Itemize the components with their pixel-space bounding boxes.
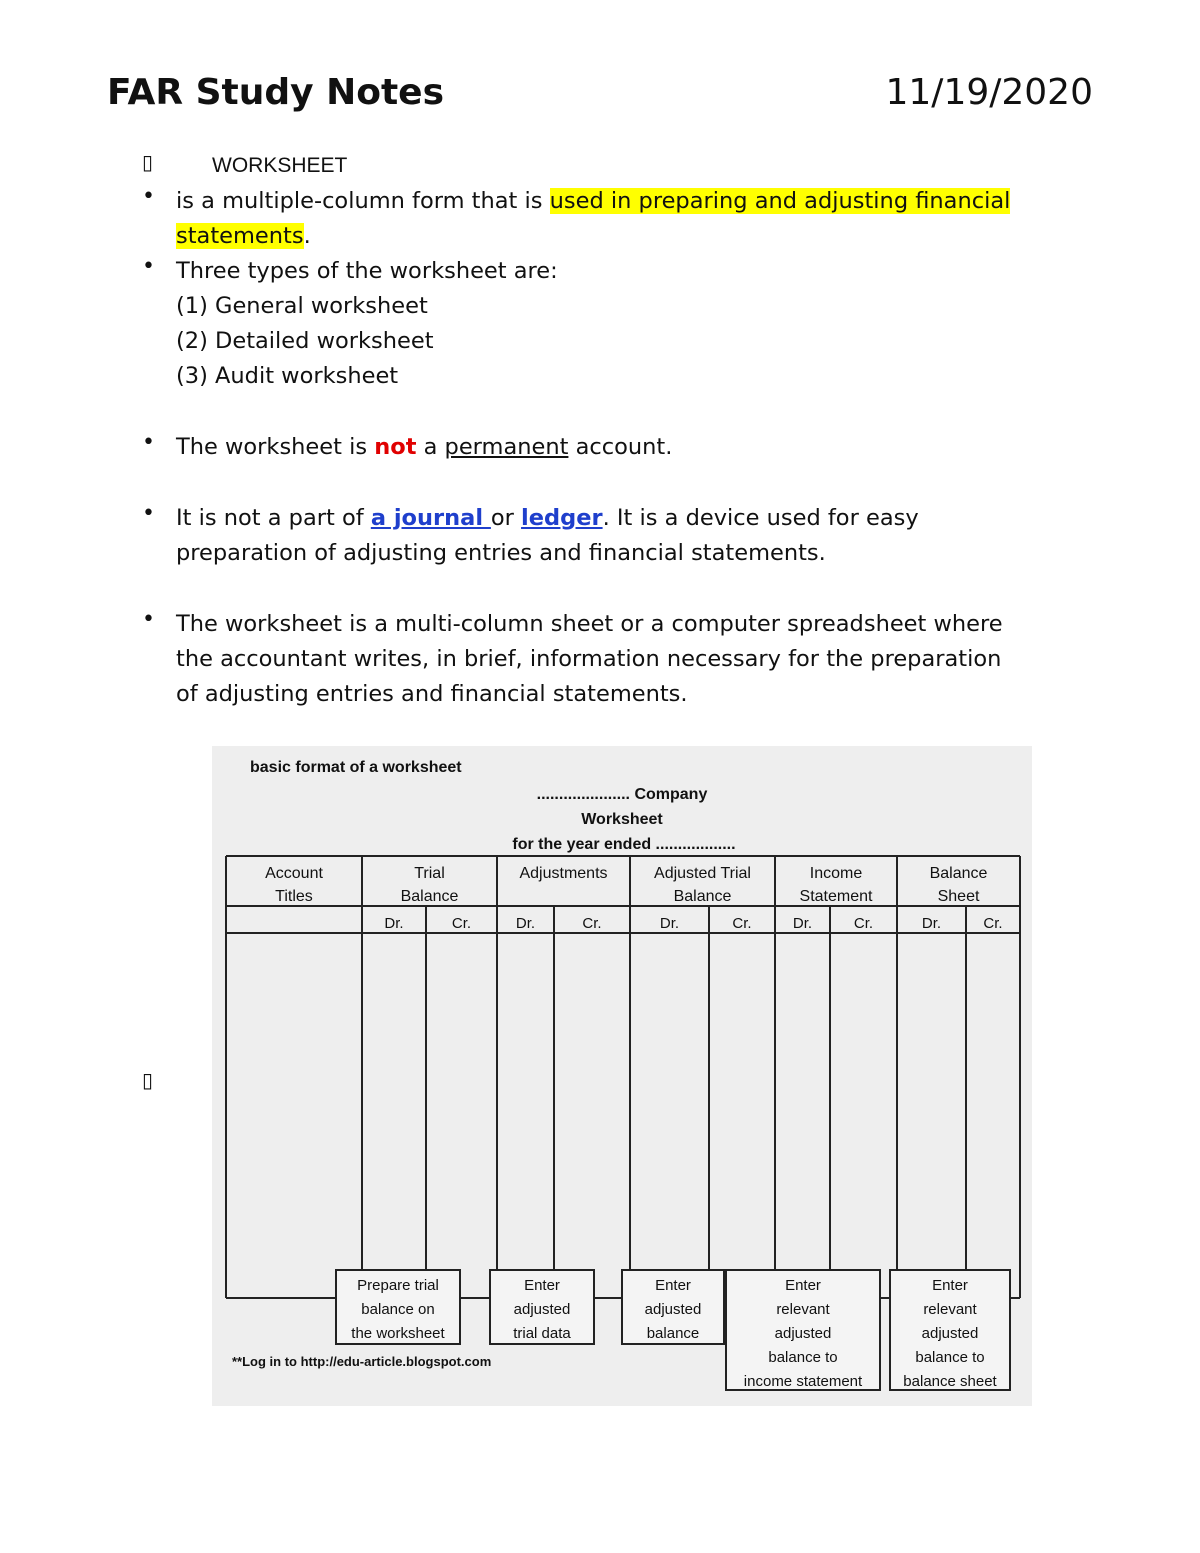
note-box-2-line-0: Enter [655,1277,691,1294]
bullet-5-line-2: the accountant writes, in brief, information necessary for the preparation [176,646,1002,672]
cr-label-3: Cr. [853,915,874,932]
cr-label-2: Cr. [732,915,752,932]
group-header-4-line1: Balance [929,865,988,882]
note-box-0-line-2: the worksheet [351,1325,445,1342]
note-box-4-line-2: adjusted [921,1325,979,1342]
ledger-link[interactable]: ledger [521,505,603,531]
column-headers [265,865,987,905]
figure-period: for the year ended .................. [512,836,736,853]
bullet-2-text: Three types of the worksheet are: [176,258,558,284]
emphasis-not: not [374,434,417,460]
note-box-3-line-0: Enter [785,1277,821,1294]
note-box-0-line-1: balance on [361,1301,435,1318]
table-grid [226,856,1020,1298]
worksheet-type-2: (2) Detailed worksheet [176,328,434,354]
dr-label-4: Dr. [921,915,942,932]
section-heading: WORKSHEET [212,154,348,177]
bullet-dot-icon: • [142,607,155,632]
bullet-5-line-1: The worksheet is a multi-column sheet or a computer spreadsheet where [176,611,1003,637]
note-box-3-line-1: relevant [776,1301,830,1318]
cr-label-4: Cr. [983,915,1003,932]
note-box-0-line-0: Prepare trial [357,1277,439,1294]
bullet-1-line-2: statements. [176,223,311,249]
group-header-3-line1: Income [809,865,863,882]
group-header-2-line1: Adjusted Trial [654,865,751,882]
bullet-1-line-1: is a multiple-column form that is used in preparing and adjusting financial [176,188,1011,214]
bullet-dot-icon: • [142,254,155,279]
group-header-0-line2: Balance [400,888,459,905]
underlined-permanent: permanent [444,434,569,460]
note-box-3-line-3: balance to [768,1349,838,1366]
figure-footnote: **Log in to http://edu-article.blogspot.com [232,1354,492,1369]
cr-label-0: Cr. [451,915,472,932]
group-header-2-line2: Balance [673,888,732,905]
group-header-3-line2: Statement [799,888,873,905]
box-glyph-icon: ▯ [142,1068,154,1092]
note-box-4-line-4: balance sheet [903,1373,997,1390]
worksheet-diagram [212,746,1032,1406]
dr-label-1: Dr. [515,915,536,932]
note-boxes [336,1270,1010,1390]
highlight-1: used in preparing and adjusting financial [549,188,1011,214]
note-box-2-line-2: balance [646,1325,700,1342]
dr-label-3: Dr. [792,915,813,932]
highlight-2: statements [176,223,304,249]
cr-label-1: Cr. [582,915,602,932]
worksheet-type-1: (1) General worksheet [176,293,428,319]
note-box-4-line-3: balance to [915,1349,985,1366]
page-title: FAR Study Notes [107,72,445,113]
page-date: 11/19/2020 [885,72,1093,113]
account-header-line2: Titles [275,888,313,905]
figure-sheet-name: Worksheet [581,811,663,828]
journal-link[interactable]: a journal [370,505,491,531]
group-header-0-line1: Trial [414,865,445,882]
note-box-3-line-2: adjusted [774,1325,832,1342]
bullet-dot-icon: • [142,430,155,455]
account-header-line1: Account [265,865,323,882]
figure-caption: basic format of a worksheet [250,759,462,776]
group-header-1-line1: Adjustments [519,865,608,882]
note-box-2-line-1: adjusted [644,1301,702,1318]
note-box-4-line-1: relevant [923,1301,977,1318]
bullet-dot-icon: • [142,184,155,209]
dr-label-0: Dr. [384,915,404,932]
bullet-3-text: The worksheet is not a permanent account. [176,434,673,460]
bullet-dot-icon: • [142,501,155,526]
figure-company: ..................... Company [536,786,708,803]
dr-label-2: Dr. [659,915,680,932]
bullet-4-line-2: preparation of adjusting entries and financial statements. [176,540,826,566]
worksheet-type-3: (3) Audit worksheet [176,363,399,389]
drcr-headers [384,915,1002,932]
group-header-4-line2: Sheet [937,888,980,905]
bullet-5-line-3: of adjusting entries and financial statements. [176,681,688,707]
note-box-4-line-0: Enter [932,1277,968,1294]
note-box-1-line-0: Enter [524,1277,560,1294]
box-glyph-icon: ▯ [142,150,154,174]
worksheet-format-figure [212,746,1032,1406]
note-box-1-line-1: adjusted [513,1301,571,1318]
bullet-4-line-1: It is not a part of a journal or ledger. It is a device used for easy [176,505,919,531]
note-box-3-line-4: income statement [743,1373,863,1390]
note-box-1-line-2: trial data [513,1325,571,1342]
